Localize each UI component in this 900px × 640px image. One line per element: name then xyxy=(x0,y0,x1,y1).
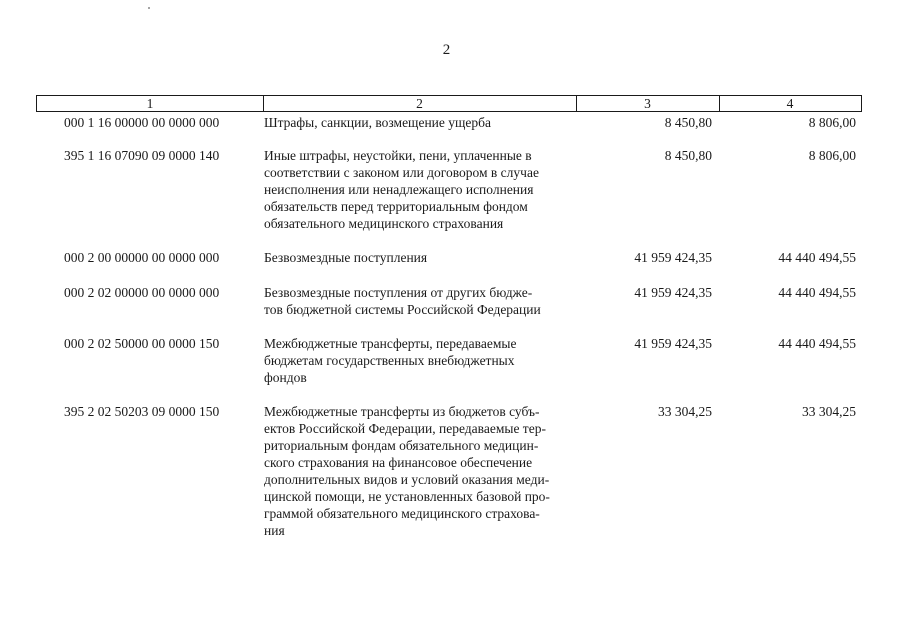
item-name-line: фондов xyxy=(264,370,307,385)
item-name-line: обязательного медицинского страхования xyxy=(264,216,504,231)
item-name-line: ского страхования на финансовое обеспечение xyxy=(264,455,533,470)
budget-code: 395 1 16 07090 09 0000 140 xyxy=(64,148,220,163)
value-col-3: 8 450,80 xyxy=(664,148,712,163)
budget-code: 000 2 00 00000 00 0000 000 xyxy=(64,250,220,265)
item-name-line: Безвозмездные поступления от других бюдже- xyxy=(264,285,533,300)
item-name xyxy=(264,249,576,266)
budget-code: 000 2 02 50000 00 0000 150 xyxy=(64,336,220,351)
item-name xyxy=(264,403,576,539)
page-number: 2 xyxy=(442,42,451,58)
value-col-3: 41 959 424,35 xyxy=(634,336,712,351)
item-name-line: обязательств перед территориальным фондом xyxy=(264,199,528,214)
value-col-4: 8 806,00 xyxy=(808,115,856,130)
scan-artifact xyxy=(148,7,150,9)
value-col-4: 44 440 494,55 xyxy=(778,250,856,265)
item-name-line: ния xyxy=(264,523,285,538)
item-name-line: неисполнения или ненадлежащего исполнения xyxy=(264,182,534,197)
item-name-line: Штрафы, санкции, возмещение ущерба xyxy=(264,115,492,130)
item-name xyxy=(264,114,576,131)
item-name-line: бюджетам государственных внебюджетных xyxy=(264,353,515,368)
item-name-line: Межбюджетные трансферты, передаваемые xyxy=(264,336,517,351)
item-name-line: Безвозмездные поступления xyxy=(264,250,428,265)
table-header xyxy=(36,95,862,112)
header-col-4: 4 xyxy=(786,96,794,111)
item-name-line: тов бюджетной системы Российской Федерации xyxy=(264,302,541,317)
item-name-line: граммой обязательного медицинского страхова- xyxy=(264,506,540,521)
item-name-line: Иные штрафы, неустойки, пени, уплаченные в xyxy=(264,148,532,163)
value-col-4: 44 440 494,55 xyxy=(778,285,856,300)
item-name-line: дополнительных видов и условий оказания меди- xyxy=(264,472,550,487)
item-name xyxy=(264,284,576,318)
value-col-4: 33 304,25 xyxy=(802,404,856,419)
item-name-line: цинской помощи, не установленных базовой про- xyxy=(264,489,550,504)
item-name-line: риториальным фондам обязательного медицин- xyxy=(264,438,539,453)
item-name-line: ектов Российской Федерации, передаваемые тер- xyxy=(264,421,546,436)
value-col-4: 8 806,00 xyxy=(808,148,856,163)
budget-code: 000 1 16 00000 00 0000 000 xyxy=(64,115,220,130)
value-col-3: 41 959 424,35 xyxy=(634,285,712,300)
item-name-line: соответствии с законом или договором в случае xyxy=(264,165,539,180)
value-col-3: 41 959 424,35 xyxy=(634,250,712,265)
header-col-3: 3 xyxy=(576,96,720,111)
item-name xyxy=(264,335,576,386)
header-col-1: 1 xyxy=(37,96,264,111)
value-col-4: 44 440 494,55 xyxy=(778,336,856,351)
value-col-3: 8 450,80 xyxy=(664,115,712,130)
header-col-2: 2 xyxy=(263,96,577,111)
budget-code: 395 2 02 50203 09 0000 150 xyxy=(64,404,220,419)
value-col-3: 33 304,25 xyxy=(658,404,712,419)
item-name-line: Межбюджетные трансферты из бюджетов субъ- xyxy=(264,404,540,419)
budget-code: 000 2 02 00000 00 0000 000 xyxy=(64,285,220,300)
item-name xyxy=(264,147,576,232)
